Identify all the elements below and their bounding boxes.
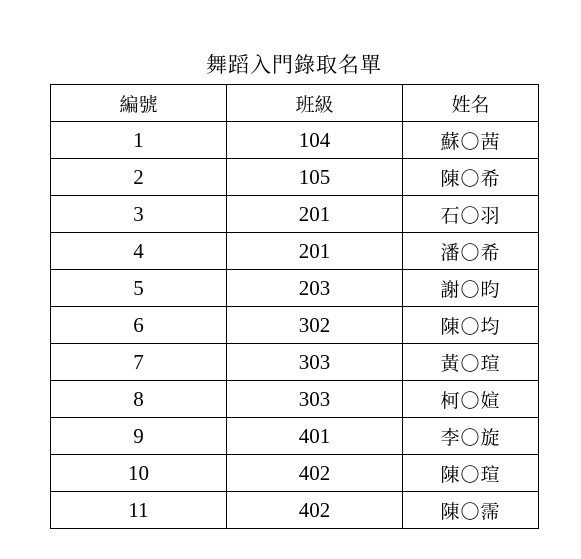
table-row (51, 233, 539, 270)
table-row (51, 307, 539, 344)
cell-number: 5 (51, 270, 227, 307)
table-row (51, 270, 539, 307)
table-row (51, 159, 539, 196)
cell-number: 3 (51, 196, 227, 233)
page-title: 舞蹈入門錄取名單 (206, 53, 382, 77)
cell-name: 蘇〇茜 (403, 122, 539, 159)
cell-name: 潘〇希 (403, 233, 539, 270)
cell-number: 9 (51, 418, 227, 455)
cell-name: 黃〇瑄 (403, 344, 539, 381)
cell-class: 201 (227, 233, 403, 270)
cell-class: 105 (227, 159, 403, 196)
cell-number: 4 (51, 233, 227, 270)
cell-class: 303 (227, 344, 403, 381)
cell-class: 402 (227, 492, 403, 529)
header-class: 班級 (227, 85, 403, 122)
cell-name: 謝〇昀 (403, 270, 539, 307)
table-row (51, 381, 539, 418)
table-row (51, 418, 539, 455)
table-header-row (51, 85, 539, 122)
table-row (51, 455, 539, 492)
cell-name: 柯〇媗 (403, 381, 539, 418)
cell-class: 201 (227, 196, 403, 233)
cell-number: 6 (51, 307, 227, 344)
cell-name: 陳〇瑄 (403, 455, 539, 492)
cell-class: 203 (227, 270, 403, 307)
cell-number: 11 (51, 492, 227, 529)
table-row (51, 344, 539, 381)
admission-list-table (50, 84, 539, 529)
cell-name: 石〇羽 (403, 196, 539, 233)
cell-class: 401 (227, 418, 403, 455)
cell-number: 2 (51, 159, 227, 196)
header-number: 編號 (51, 85, 227, 122)
cell-class: 104 (227, 122, 403, 159)
cell-number: 7 (51, 344, 227, 381)
cell-name: 陳〇霈 (403, 492, 539, 529)
cell-class: 302 (227, 307, 403, 344)
cell-number: 10 (51, 455, 227, 492)
cell-number: 1 (51, 122, 227, 159)
header-name: 姓名 (403, 85, 539, 122)
table-row (51, 196, 539, 233)
cell-number: 8 (51, 381, 227, 418)
cell-name: 陳〇希 (403, 159, 539, 196)
table-row (51, 492, 539, 529)
cell-class: 402 (227, 455, 403, 492)
cell-name: 陳〇均 (403, 307, 539, 344)
cell-class: 303 (227, 381, 403, 418)
table-row (51, 122, 539, 159)
cell-name: 李〇旋 (403, 418, 539, 455)
